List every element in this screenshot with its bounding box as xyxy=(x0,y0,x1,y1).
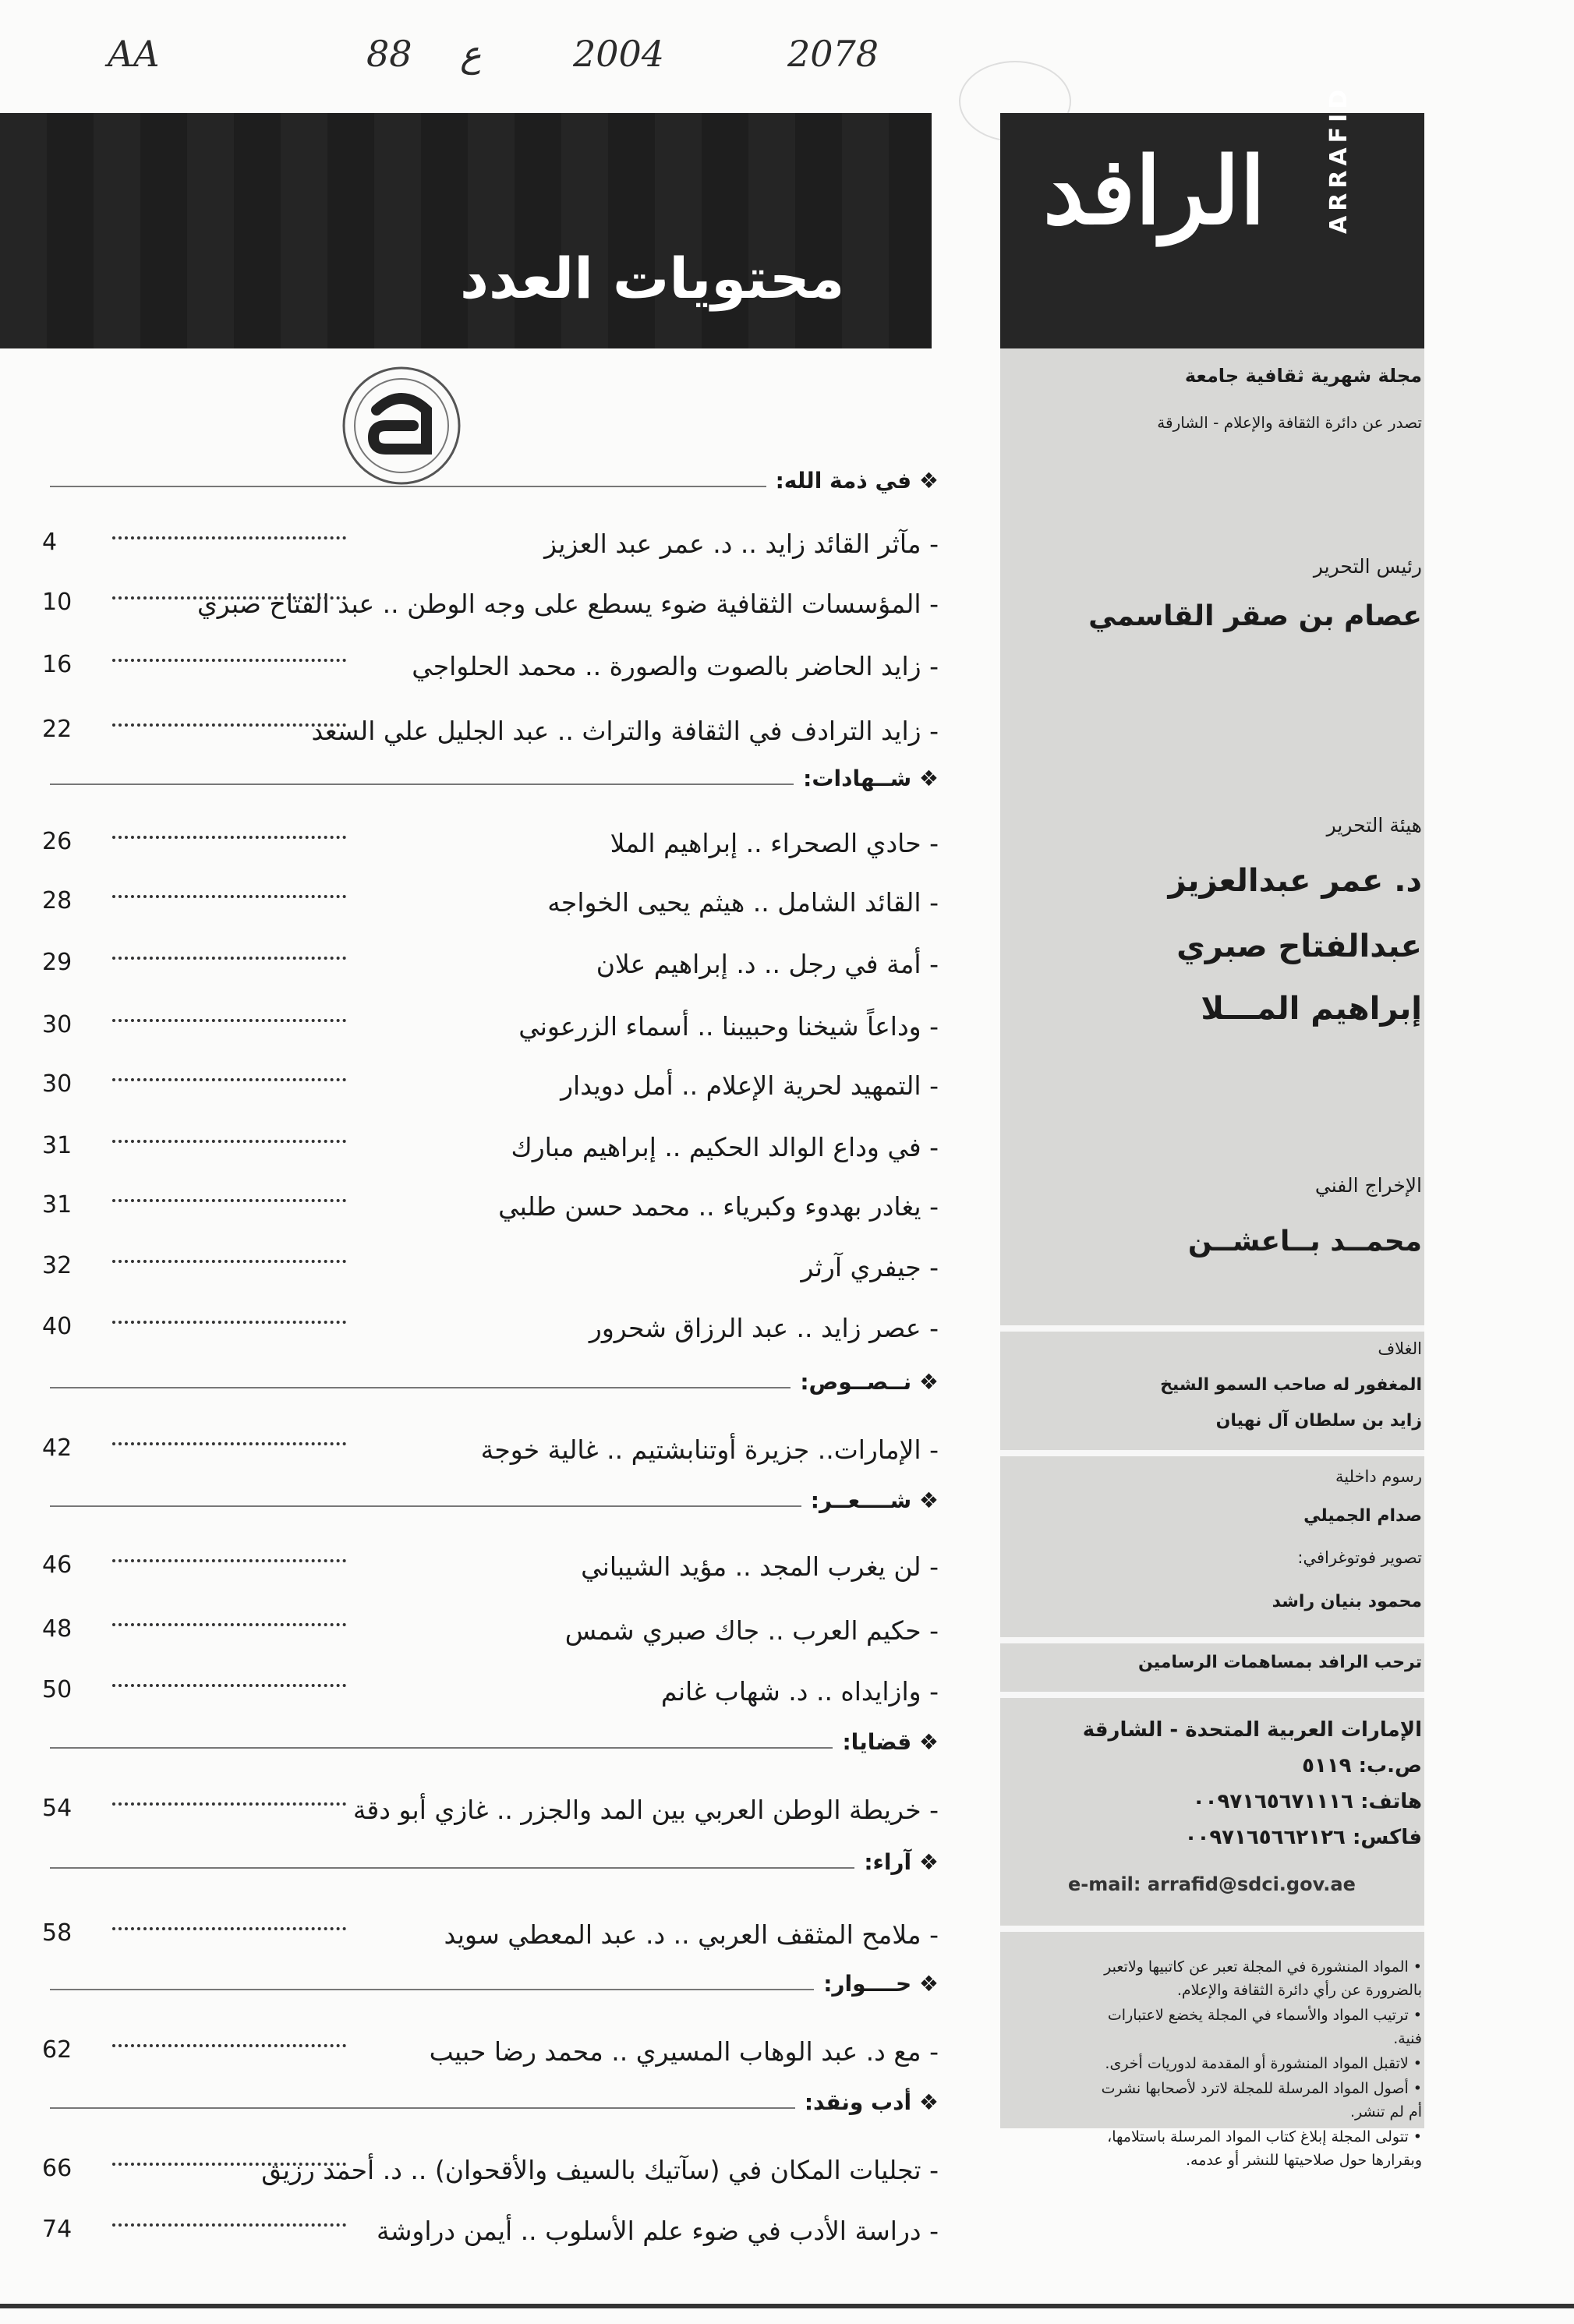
note-item: • لاتقبل المواد المنشورة أو المقدمة لدوريات أخرى. xyxy=(1105,2055,1422,2072)
handwritten-note-2: 88 xyxy=(366,33,412,75)
toc-entry[interactable] xyxy=(42,1132,939,1166)
sidebar-divider xyxy=(1000,1692,1424,1698)
illustrations-role: رسوم داخلية xyxy=(1335,1467,1422,1486)
toc-entry[interactable] xyxy=(42,1551,939,1586)
note-item: • تتولى المجلة إبلاغ كتاب المواد المرسلة باستلامها، وبقرارها حول صلاحيتها للنشر أو عدمه. xyxy=(1107,2128,1422,2169)
photographer-name: محمود بنيان راشد xyxy=(1272,1592,1422,1611)
section-label: ❖ في ذمة الله: xyxy=(766,468,939,493)
cover-line-1: المغفور له صاحب السمو الشيخ xyxy=(1160,1375,1422,1395)
page-number: 40 xyxy=(42,1313,73,1340)
toc-entry[interactable] xyxy=(42,2036,939,2071)
welcome-note: ترحب الرافد بمساهمات الرسامين xyxy=(1137,1653,1422,1672)
editor-name: عصام بن صقر القاسمي xyxy=(1088,600,1422,632)
handwritten-note-4: 2004 xyxy=(573,33,665,75)
sidebar-divider xyxy=(1000,1450,1424,1456)
handwritten-note-5: 2078 xyxy=(787,33,879,75)
section-header xyxy=(50,468,939,499)
photography-role: تصوير فوتوغرافي: xyxy=(1297,1548,1422,1567)
email-link[interactable]: e-mail: arrafid@sdci.gov.ae xyxy=(1068,1873,1356,1895)
cover-role: الغلاف xyxy=(1378,1339,1422,1358)
page-number: 22 xyxy=(42,716,73,743)
toc-entry[interactable] xyxy=(42,887,939,921)
toc-entry[interactable] xyxy=(42,716,939,750)
tagline: مجلة شهرية ثقافية جامعة xyxy=(1184,365,1422,387)
toc-entry[interactable] xyxy=(42,828,939,862)
entry-title: - عصر زايد .. عبد الرزاق شحرور xyxy=(589,1313,939,1343)
contents-header-band xyxy=(0,113,932,348)
page-number: 30 xyxy=(42,1011,73,1038)
entry-title: - مآثر القائد زايد .. د. عمر عبد العزيز xyxy=(544,529,939,559)
page-number: 28 xyxy=(42,887,73,914)
page-number: 31 xyxy=(42,1132,73,1159)
section-header xyxy=(50,1487,939,1519)
entry-title: - خريطة الوطن العربي بين المد والجزر .. غازي أبو دقة xyxy=(352,1795,939,1825)
section-header xyxy=(50,2089,939,2121)
magazine-logo: الرافد xyxy=(1043,136,1265,245)
page-number: 4 xyxy=(42,529,58,556)
note-item: • ترتيب المواد والأسماء في المجلة يخضع لاعتبارات فنية. xyxy=(1107,2007,1422,2047)
entry-title: - زايد الترادف في الثقافة والتراث .. عبد الجليل علي السعد xyxy=(311,716,939,746)
sidebar-divider xyxy=(1000,1926,1424,1932)
phone: هاتف: ٠٠٩٧١٦٥٦٧١١١٦ xyxy=(1192,1790,1422,1813)
illustrator-name: صدام الجميلي xyxy=(1303,1506,1422,1526)
publisher: تصدر عن دائرة الثقافة والإعلام - الشارقة xyxy=(1157,413,1422,432)
toc-entry[interactable] xyxy=(42,1919,939,1954)
page-number: 48 xyxy=(42,1615,73,1643)
section-header xyxy=(50,766,939,797)
magazine-logo-latin: ARRAFID xyxy=(1325,84,1353,234)
section-label: ❖ شــهادات: xyxy=(794,766,939,791)
toc-entry[interactable] xyxy=(42,1011,939,1045)
toc-entry[interactable] xyxy=(42,2155,939,2189)
art-director-name: محمــد بــاعشــن xyxy=(1187,1226,1422,1258)
page-number: 29 xyxy=(42,949,73,976)
section-header xyxy=(50,1369,939,1400)
fax: فاكس: ٠٠٩٧١٦٥٦٦٢١٢٦ xyxy=(1184,1826,1422,1849)
page-number: 62 xyxy=(42,2036,73,2064)
toc-entry[interactable] xyxy=(42,1313,939,1347)
entry-title: - الإمارات.. جزيرة أوتنابشتيم .. غالية خوجة xyxy=(480,1434,939,1465)
editorial-notes xyxy=(1087,1955,1422,2174)
page-title: محتويات العدد xyxy=(460,246,845,311)
entry-title: - القائد الشامل .. هيثم يحيى الخواجه xyxy=(547,887,939,918)
entry-title: - حكيم العرب .. جاك صبري شمس xyxy=(564,1615,939,1646)
entry-title: - أمة في رجل .. د. إبراهيم علان xyxy=(596,949,939,979)
entry-title: - زايد الحاضر بالصوت والصورة .. محمد الحلواجي xyxy=(412,651,939,681)
entry-title: - جيفري آرثر xyxy=(801,1252,939,1282)
note-item: • أصول المواد المرسلة للمجلة لاترد لأصحابها نشرت أم لم تنشر. xyxy=(1101,2080,1422,2121)
section-label: ❖ قضايا: xyxy=(833,1729,939,1755)
board-member-3: إبراهيم المـــلا xyxy=(1201,991,1422,1027)
section-label: ❖ حــــوار: xyxy=(814,1971,939,1997)
entry-title: - لن يغرب المجد .. مؤيد الشيباني xyxy=(581,1551,939,1582)
board-member-1: د. عمر عبدالعزيز xyxy=(1168,863,1422,899)
section-label: ❖ نــصــوص: xyxy=(791,1369,939,1395)
toc-entry[interactable] xyxy=(42,2216,939,2250)
entry-title: - مع د. عبد الوهاب المسيري .. محمد رضا حبيب xyxy=(429,2036,939,2067)
toc-entry[interactable] xyxy=(42,651,939,685)
section-label: ❖ آراء: xyxy=(854,1849,939,1875)
note-item: • المواد المنشورة في المجلة تعبر عن كاتبيها ولاتعبر بالضرورة عن رأي دائرة الثقافة والإعلام. xyxy=(1104,1958,1422,1999)
po-box: ص.ب: ٥١١٩ xyxy=(1302,1754,1422,1777)
page-number: 42 xyxy=(42,1434,73,1462)
toc-entry[interactable] xyxy=(42,1252,939,1286)
toc-entry[interactable] xyxy=(42,1191,939,1226)
sidebar-divider xyxy=(1000,1325,1424,1332)
bottom-edge xyxy=(0,2304,1574,2308)
entry-title: - وازايداه .. د. شهاب غانم xyxy=(660,1676,939,1707)
page-number: 16 xyxy=(42,651,73,678)
board-role: هيئة التحرير xyxy=(1326,814,1422,837)
entry-title: - المؤسسات الثقافية ضوء يسطع على وجه الوطن .. عبد الفتاح صبري xyxy=(196,589,939,619)
toc-entry[interactable] xyxy=(42,1676,939,1710)
entry-title: - في وداع الوالد الحكيم .. إبراهيم مبارك xyxy=(511,1132,939,1162)
page-number: 54 xyxy=(42,1795,73,1822)
page-number: 74 xyxy=(42,2216,73,2243)
toc-entry[interactable] xyxy=(42,1434,939,1469)
section-label: ❖ شــــعــر: xyxy=(801,1487,939,1513)
toc-entry[interactable] xyxy=(42,1070,939,1105)
page-number: 66 xyxy=(42,2155,73,2182)
entry-title: - ملامح المثقف العربي .. د. عبد المعطي سويد xyxy=(444,1919,939,1950)
page-number: 10 xyxy=(42,589,73,616)
entry-title: - تجليات المكان في (سآتيك بالسيف والأقحوان) .. د. أحمد رزيق xyxy=(261,2155,939,2185)
page-number: 26 xyxy=(42,828,73,855)
section-header xyxy=(50,1729,939,1760)
board-member-2: عبدالفتاح صبري xyxy=(1176,929,1422,964)
page-number: 58 xyxy=(42,1919,73,1947)
entry-title: - وداعاً شيخنا وحبيبنا .. أسماء الزرعوني xyxy=(518,1011,939,1042)
toc-entry[interactable] xyxy=(42,1795,939,1829)
handwritten-note-3: ع xyxy=(460,33,482,75)
entry-title: - حادي الصحراء .. إبراهيم الملا xyxy=(610,828,939,858)
cover-line-2: زايد بن سلطان آل نهيان xyxy=(1215,1411,1422,1431)
page-number: 50 xyxy=(42,1676,73,1703)
toc-entry[interactable] xyxy=(42,529,939,563)
toc-entry[interactable] xyxy=(42,1615,939,1650)
handwritten-note-1: AA xyxy=(108,33,160,75)
editor-role: رئيس التحرير xyxy=(1313,555,1422,578)
section-header xyxy=(50,1971,939,2002)
sidebar-divider xyxy=(1000,1637,1424,1643)
band-texture xyxy=(0,113,932,348)
entry-title: - دراسة الأدب في ضوء علم الأسلوب .. أيمن دراوشة xyxy=(377,2216,939,2246)
contact-block xyxy=(1083,1712,1422,1855)
toc-entry[interactable] xyxy=(42,589,939,623)
page-number: 31 xyxy=(42,1191,73,1219)
art-role: الإخراج الفني xyxy=(1314,1174,1422,1197)
page-number: 46 xyxy=(42,1551,73,1579)
page-number: 30 xyxy=(42,1070,73,1098)
section-label: ❖ أدب ونقد: xyxy=(795,2089,939,2115)
page-number: 32 xyxy=(42,1252,73,1279)
toc-entry[interactable] xyxy=(42,949,939,983)
entry-title: - التمهيد لحرية الإعلام .. أمل دويدار xyxy=(561,1070,939,1101)
entry-title: - يغادر بهدوء وكبرياء .. محمد حسن طلبي xyxy=(498,1191,939,1222)
section-header xyxy=(50,1849,939,1880)
country: الإمارات العربية المتحدة - الشارقة xyxy=(1082,1718,1422,1742)
